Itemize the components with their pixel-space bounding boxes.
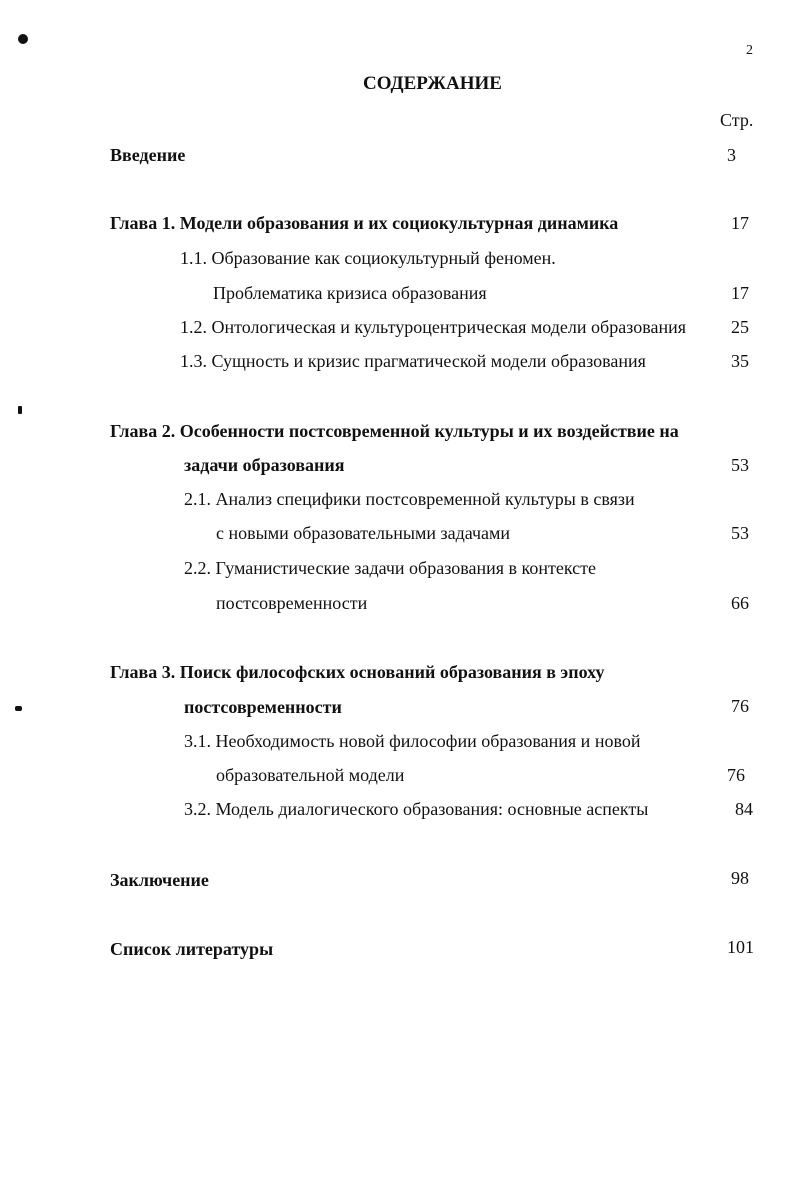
toc-references-page: 101 [727, 937, 754, 957]
toc-section-2-1-line2[interactable]: с новыми образовательными задачами [216, 523, 511, 543]
toc-chapter-2-line1[interactable]: Глава 2. Особенности постсовременной культуры и их воздействие на [110, 421, 679, 441]
toc-section-1-2[interactable]: 1.2. Онтологическая и культуроцентрическая модели образования [180, 317, 686, 337]
toc-chapter-3-page: 76 [731, 696, 749, 716]
toc-chapter-2-page: 53 [731, 455, 749, 475]
pages-column-header: Стр. [720, 110, 754, 130]
toc-section-1-2-page: 25 [731, 317, 749, 337]
toc-section-2-1-line1[interactable]: 2.1. Анализ специфики постсовременной культуры в связи [184, 489, 635, 509]
toc-section-1-1-line1[interactable]: 1.1. Образование как социокультурный феномен. [180, 248, 556, 268]
toc-chapter-1-page: 17 [731, 213, 749, 233]
toc-chapter-3-line1[interactable]: Глава 3. Поиск философских оснований образования в эпоху [110, 662, 605, 682]
toc-section-2-2-line1[interactable]: 2.2. Гуманистические задачи образования в контексте [184, 558, 596, 578]
toc-section-3-1-page: 76 [727, 765, 745, 785]
page-title: СОДЕРЖАНИЕ [363, 73, 502, 94]
toc-section-1-1-page: 17 [731, 283, 749, 303]
toc-section-3-1-line2[interactable]: образовательной модели [216, 765, 405, 785]
toc-section-3-2-page: 84 [735, 799, 753, 819]
toc-chapter-1[interactable]: Глава 1. Модели образования и их социокультурная динамика [110, 213, 619, 233]
toc-chapter-3-line2[interactable]: постсовременности [184, 697, 342, 717]
toc-section-2-2-line2[interactable]: постсовременности [216, 593, 368, 613]
scan-speck [18, 34, 28, 44]
toc-references[interactable]: Список литературы [110, 939, 274, 959]
toc-intro[interactable]: Введение [110, 145, 186, 165]
toc-conclusion[interactable]: Заключение [110, 870, 209, 890]
toc-conclusion-page: 98 [731, 868, 749, 888]
toc-section-2-1-page: 53 [731, 523, 749, 543]
toc-section-1-1-line2[interactable]: Проблематика кризиса образования [213, 283, 487, 303]
toc-chapter-2-line2[interactable]: задачи образования [184, 455, 345, 475]
toc-section-3-2[interactable]: 3.2. Модель диалогического образования: основные аспекты [184, 799, 649, 819]
toc-section-1-3[interactable]: 1.3. Сущность и кризис прагматической модели образования [180, 351, 646, 371]
page-number: 2 [746, 43, 753, 58]
toc-section-2-2-page: 66 [731, 593, 749, 613]
toc-section-1-3-page: 35 [731, 351, 749, 371]
scan-speck [15, 706, 22, 711]
scan-speck [18, 406, 22, 414]
toc-intro-page: 3 [727, 145, 736, 165]
toc-section-3-1-line1[interactable]: 3.1. Необходимость новой философии образования и новой [184, 731, 641, 751]
